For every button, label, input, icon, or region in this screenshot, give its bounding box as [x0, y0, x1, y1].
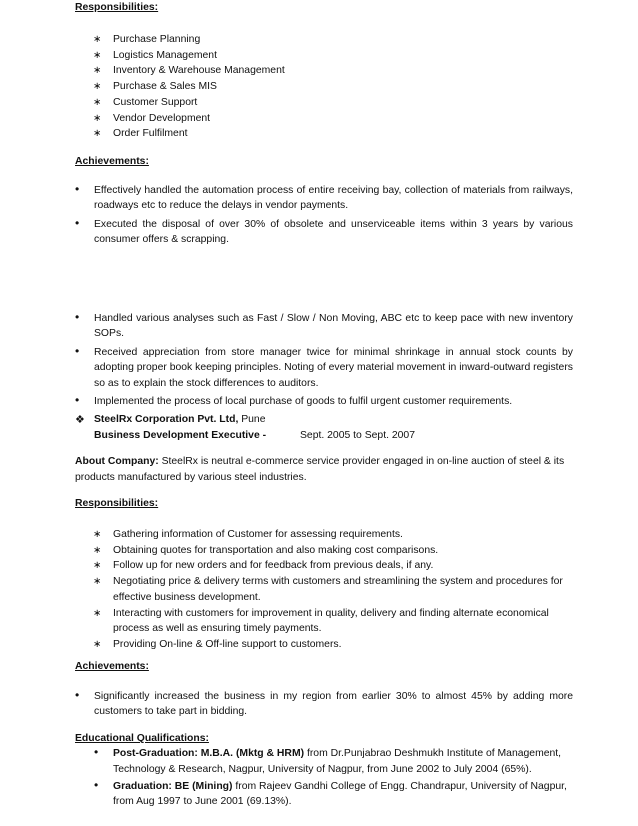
list-item: ∗ Negotiating price & delivery terms with customers and streamlining the system and procedures for effective business development.	[93, 576, 563, 603]
bullet-icon: •	[94, 777, 99, 792]
list-item: • Handled various analyses such as Fast / Slow / Non Moving, ABC etc to keep pace with new inventory SOPs.	[75, 310, 573, 340]
achievements-list	[75, 183, 573, 251]
degree-detail: from Dr.Punjabrao Deshmukh Institute of Management, Technology & Research, Nagpur, University of Nagpur, from June 2002 to July 2004 (65%).	[113, 748, 562, 775]
list-item: • Executed the disposal of over 30% of obsolete and unserviceable items within 3 years by various consumer offers & scrapping.	[75, 216, 573, 246]
job-period: Sept. 2005 to Sept. 2007	[300, 430, 415, 441]
company-name: SteelRx Corporation Pvt. Ltd,	[94, 414, 239, 425]
education-heading: Educational Qualifications:	[75, 733, 209, 744]
star-bullet-icon: ∗	[93, 112, 102, 124]
company-line	[94, 414, 265, 425]
star-bullet-icon: ∗	[93, 65, 102, 77]
star-bullet-icon: ∗	[93, 128, 102, 140]
list-item: ∗ Providing On-line & Off-line support to customers.	[75, 637, 573, 653]
list-item: ∗ Gathering information of Customer for assessing requirements.	[75, 527, 573, 543]
bullet-icon: •	[75, 182, 80, 196]
list-item: • Effectively handled the automation process of entire receiving bay, collection of materials from railways, roadways etc to reduce the delays in vendor payments.	[75, 182, 573, 212]
list-item: • Implemented the process of local purchase of goods to fulfil urgent customer requirements.	[75, 393, 513, 408]
about-company	[75, 454, 573, 485]
achievements-list-2	[75, 689, 573, 723]
bullet-icon: •	[94, 745, 99, 759]
bullet-icon: •	[75, 393, 80, 408]
diamond-bullet-icon: ❖	[75, 414, 85, 426]
achievements-heading-2: Achievements:	[75, 661, 149, 672]
star-bullet-icon: ∗	[93, 544, 102, 556]
bullet-icon: •	[75, 344, 80, 358]
list-item: ∗ Purchase & Sales MIS	[75, 79, 285, 95]
about-label: About Company:	[75, 456, 159, 467]
education-list	[94, 746, 574, 811]
responsibilities-heading: Responsibilities:	[75, 2, 159, 13]
star-bullet-icon: ∗	[93, 96, 102, 108]
star-bullet-icon: ∗	[93, 607, 102, 619]
star-bullet-icon: ∗	[93, 49, 102, 61]
list-item: ∗ Obtaining quotes for transportation and also making cost comparisons.	[75, 543, 573, 559]
job-title: Business Development Executive -	[94, 430, 267, 441]
list-item: ∗ Purchase Planning	[75, 32, 285, 48]
star-bullet-icon: ∗	[93, 560, 102, 572]
responsibilities-list	[75, 32, 285, 142]
star-bullet-icon: ∗	[93, 638, 102, 650]
bullet-icon: •	[75, 216, 80, 230]
list-item: ∗ Interacting with customers for improvement in quality, delivery and finding alternate economical process as well as ensuring timely payments.	[93, 607, 549, 635]
list-item: • Significantly increased the business in my region from earlier 30% to almost 45% by adding more customers to take part in bidding.	[75, 688, 573, 718]
bullet-icon: •	[75, 688, 80, 702]
list-item: • Received appreciation from store manager twice for minimal shrinkage in annual stock counts by adopting proper book keeping principles. Noting of every material movement in inward-outward registers so as to explain the stock differences to auditors.	[75, 344, 573, 389]
list-item: ∗ Vendor Development	[75, 111, 285, 127]
bullet-icon: •	[75, 310, 80, 324]
achievements-list-continued	[75, 311, 573, 413]
star-bullet-icon: ∗	[93, 34, 102, 45]
company-location: Pune	[238, 414, 266, 425]
achievements-heading: Achievements:	[75, 156, 149, 167]
list-item	[94, 779, 574, 810]
list-item: ∗ Logistics Management	[75, 48, 285, 64]
about-text: SteelRx is neutral e-commerce service provider engaged in on-line auction of steel & its products manufactured by various steel industries.	[75, 456, 565, 483]
degree-name: Graduation: BE (Mining)	[113, 780, 233, 792]
list-item: ∗ Customer Support	[75, 95, 285, 111]
responsibilities-list-2	[75, 527, 573, 653]
degree-name: Post-Graduation: M.B.A. (Mktg & HRM)	[113, 748, 305, 759]
degree-detail: from Rajeev Gandhi College of Engg. Chandrapur, University of Nagpur, from Aug 1997 to June 2001 (69.13%).	[113, 780, 567, 808]
list-item: ∗ Inventory & Warehouse Management	[75, 63, 285, 79]
list-item: ∗ Follow up for new orders and for feedback from previous deals, if any.	[75, 558, 573, 574]
star-bullet-icon: ∗	[93, 529, 102, 540]
responsibilities-heading-2: Responsibilities:	[75, 498, 159, 509]
star-bullet-icon: ∗	[93, 576, 102, 588]
list-item: ∗ Order Fulfilment	[75, 126, 285, 142]
list-item	[94, 746, 574, 777]
star-bullet-icon: ∗	[93, 81, 102, 93]
